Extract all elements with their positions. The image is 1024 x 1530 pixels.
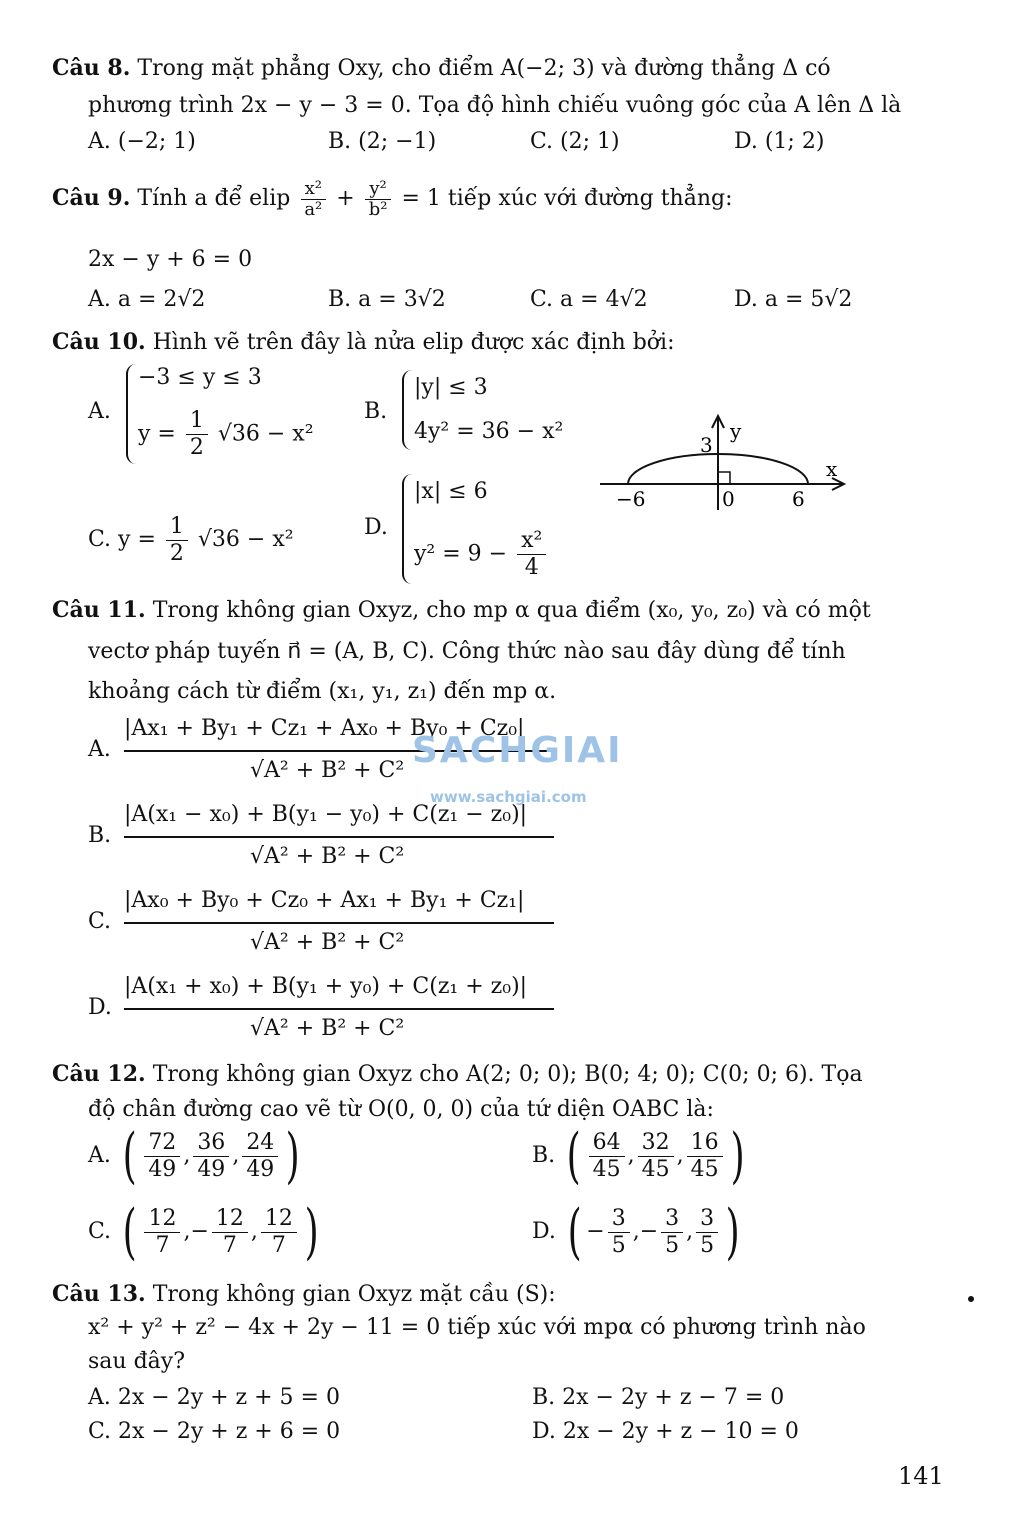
- q11-c-fraction-bar: [124, 922, 554, 924]
- q8-line2: phương trình 2x − y − 3 = 0. Tọa độ hình chiếu vuông góc của A lên Δ là: [88, 93, 902, 118]
- q12-d-n1: 3: [608, 1206, 630, 1233]
- q12-b-tuple: ( $\frac{64}{45}$ , $\frac{32}{45}$ , $\frac{16}{45}$ ): [566, 1121, 745, 1191]
- q12-b-frac-3: [687, 1130, 723, 1183]
- q8-line1: [52, 54, 831, 83]
- q12-c-d2: 7: [222, 1232, 237, 1258]
- q13-line2: x² + y² + z² − 4x + 2y − 11 = 0 tiếp xúc với mpα có phương trình nào: [88, 1315, 866, 1340]
- right-angle-mark: [718, 472, 730, 484]
- q11-d-fraction-bar: [124, 1008, 554, 1010]
- q10-option-b-label: B.: [364, 399, 388, 424]
- q11-b-numerator: |A(x₁ − x₀) + B(y₁ − y₀) + C(z₁ − z₀)|: [124, 802, 528, 827]
- q12-c-d3: 7: [271, 1232, 286, 1258]
- q12-c-tuple: ( $\frac{12}{7}$ , − $\frac{12}{7}$ , $\frac{12}{7}$ ): [122, 1197, 319, 1267]
- q12-c-frac-2: [212, 1206, 248, 1259]
- q10-a-row2: [138, 408, 314, 461]
- q10-b-row2: 4y² = 36 − x²: [414, 419, 564, 444]
- q12-d-frac-1: [608, 1206, 630, 1259]
- q12-d-sign-2: −: [639, 1219, 659, 1244]
- q8-option-a: A. (−2; 1): [88, 129, 196, 154]
- q8-text-line1: Trong mặt phẳng Oxy, cho điểm A(−2; 3) và đường thẳng Δ có: [137, 56, 831, 81]
- q12-a-n2: 36: [193, 1130, 229, 1157]
- x-tick-6: 6: [792, 487, 805, 511]
- q10-option-b-system: [402, 370, 604, 450]
- q9-text-before: Tính a để elip: [137, 186, 291, 211]
- q10-half-ellipse-graph: [596, 410, 856, 514]
- q10-d-row2: [414, 528, 549, 581]
- watermark-url: www.sachgiai.com: [430, 788, 587, 806]
- q9-line2: 2x − y + 6 = 0: [88, 247, 253, 272]
- q11-b-fraction-bar: [124, 836, 554, 838]
- q9-frac2-num: y²: [365, 179, 390, 200]
- q8-option-b: B. (2; −1): [328, 129, 437, 154]
- q12-c-n2: 12: [212, 1206, 248, 1233]
- q12-b-d1: 45: [592, 1156, 621, 1182]
- q11-label: Câu 11.: [52, 597, 146, 623]
- x-tick-neg6: −6: [616, 487, 646, 511]
- q11-d-numerator: |A(x₁ + x₀) + B(y₁ + y₀) + C(z₁ + z₀)|: [124, 974, 528, 999]
- q9-option-a: A. a = 2√2: [88, 287, 206, 312]
- q12-a-frac-1: [144, 1130, 180, 1183]
- q12-option-c: [88, 1197, 323, 1267]
- q10-d-row2-pre: y² = 9 −: [414, 541, 508, 567]
- q12-b-d3: 45: [690, 1156, 719, 1182]
- q10-text: Hình vẽ trên đây là nửa elip được xác định bởi:: [152, 330, 675, 355]
- q11-option-d-label: D.: [88, 995, 112, 1020]
- q11-option-b-label: B.: [88, 823, 112, 848]
- q12-option-d: [532, 1197, 745, 1267]
- q12-d-frac-3: [696, 1206, 718, 1259]
- q13-text-line1: Trong không gian Oxyz mặt cầu (S):: [152, 1282, 556, 1307]
- q10-option-d-system: [402, 474, 624, 584]
- q9-frac1-num: x²: [301, 179, 326, 200]
- q12-a-n1: 72: [144, 1130, 180, 1157]
- q10-d-row1: |x| ≤ 6: [414, 479, 488, 504]
- q12-d-d2: 5: [665, 1232, 680, 1258]
- q9-line1: [52, 168, 733, 229]
- q12-b-n1: 64: [589, 1130, 625, 1157]
- q11-line3: khoảng cách từ điểm (x₁, y₁, z₁) đến mp α.: [88, 679, 557, 704]
- q12-c-d1: 7: [155, 1232, 170, 1258]
- q13-option-a: A. 2x − 2y + z + 5 = 0: [88, 1385, 340, 1410]
- q9-plus: +: [336, 186, 355, 211]
- q10-a-row1: −3 ≤ y ≤ 3: [138, 365, 262, 390]
- q11-text-line1: Trong không gian Oxyz, cho mp α qua điểm (x₀, y₀, z₀) và có một: [152, 598, 871, 623]
- q13-option-c: C. 2x − 2y + z + 6 = 0: [88, 1419, 341, 1444]
- q10-c-frac-den: 2: [169, 540, 184, 566]
- q10-d-frac-num: x²: [517, 528, 546, 555]
- q9-text-after: = 1 tiếp xúc với đường thẳng:: [401, 186, 733, 211]
- q11-option-b-fraction: [124, 802, 554, 882]
- q10-option-a-label: A.: [88, 399, 111, 424]
- x-axis-label: x: [826, 457, 838, 481]
- q12-a-d3: 49: [246, 1156, 275, 1182]
- q10-a-row2-post: √36 − x²: [217, 421, 314, 447]
- q9-frac2-den: b²: [368, 198, 388, 220]
- q8-label: Câu 8.: [52, 55, 131, 81]
- q10-c-post: √36 − x²: [197, 527, 294, 552]
- q12-a-d2: 49: [197, 1156, 226, 1182]
- q11-line2: vectơ pháp tuyến n⃗ = (A, B, C). Công thức nào sau đây dùng để tính: [88, 639, 846, 664]
- q12-a-frac-2: [193, 1130, 229, 1183]
- q10-a-frac-num: 1: [186, 408, 208, 435]
- q11-option-d-fraction: [124, 974, 554, 1054]
- q12-c-frac-1: [144, 1206, 180, 1259]
- q10-option-a-system: [126, 364, 328, 464]
- q12-a-tuple: ( $\frac{72}{49}$ , $\frac{36}{49}$ , $\frac{24}{49}$ ): [122, 1121, 301, 1191]
- q11-option-c-label: C.: [88, 909, 112, 934]
- q13-option-b: B. 2x − 2y + z − 7 = 0: [532, 1385, 785, 1410]
- q8-option-d: D. (1; 2): [734, 129, 825, 154]
- sachgiai-watermark: [412, 730, 623, 806]
- q12-text-line1: Trong không gian Oxyz cho A(2; 0; 0); B(0; 4; 0); C(0; 0; 6). Tọa: [152, 1062, 863, 1087]
- page-number: 141: [898, 1462, 944, 1490]
- q11-a-numerator: |Ax₁ + By₁ + Cz₁ + Ax₀ + By₀ + Cz₀|: [124, 716, 525, 741]
- q10-d-frac-den: 4: [524, 555, 539, 580]
- q12-b-d2: 45: [641, 1156, 670, 1182]
- q12-d-sign-1: −: [586, 1219, 605, 1244]
- q10-label: Câu 10.: [52, 329, 146, 355]
- q12-b-frac-1: [589, 1130, 625, 1183]
- q11-d-denominator: √A² + B² + C²: [250, 1016, 405, 1041]
- q12-d-frac-2: [661, 1206, 683, 1259]
- q12-c-n3: 12: [261, 1206, 297, 1233]
- q12-label: Câu 12.: [52, 1061, 146, 1087]
- q8-option-c: C. (2; 1): [530, 129, 620, 154]
- q12-c-n1: 12: [144, 1206, 180, 1233]
- q13-option-d: D. 2x − 2y + z − 10 = 0: [532, 1419, 799, 1444]
- q11-c-denominator: √A² + B² + C²: [250, 930, 405, 955]
- q10-line1: [52, 328, 675, 357]
- q9-frac1-den: a²: [304, 198, 323, 220]
- q12-a-d1: 49: [148, 1156, 177, 1182]
- q10-option-c: [88, 512, 294, 568]
- q10-option-d-label: D.: [364, 515, 388, 540]
- q12-c-label: C.: [88, 1219, 112, 1244]
- q9-option-b: B. a = 3√2: [328, 287, 446, 312]
- q11-line1: [52, 596, 871, 625]
- q13-line1: [52, 1280, 556, 1309]
- q9-fraction-y: [365, 179, 392, 220]
- q12-d-label: D.: [532, 1219, 556, 1244]
- y-tick-3: 3: [700, 433, 713, 457]
- q10-c-frac-num: 1: [166, 514, 188, 541]
- stray-dot-mark: [968, 1296, 974, 1302]
- q12-d-n3: 3: [696, 1206, 718, 1233]
- q12-d-d1: 5: [611, 1232, 626, 1258]
- q12-c-sign-2: −: [190, 1219, 209, 1244]
- q10-c-label: C.: [88, 527, 112, 552]
- q11-a-denominator: √A² + B² + C²: [250, 758, 405, 783]
- watermark-title: SACHGIAI: [412, 730, 623, 771]
- q13-label: Câu 13.: [52, 1281, 146, 1307]
- q10-a-row2-pre: y =: [138, 421, 176, 447]
- q10-c-pre: y =: [118, 527, 156, 552]
- q12-d-n2: 3: [661, 1206, 683, 1233]
- q10-c-frac: [166, 514, 188, 567]
- q11-b-denominator: √A² + B² + C²: [250, 844, 405, 869]
- q12-b-frac-2: [638, 1130, 674, 1183]
- q12-line1: [52, 1060, 863, 1089]
- q12-b-n2: 32: [638, 1130, 674, 1157]
- q12-a-label: A.: [88, 1143, 111, 1168]
- q12-c-frac-3: [261, 1206, 297, 1259]
- q10-a-frac-den: 2: [189, 435, 204, 460]
- q12-d-d3: 5: [700, 1232, 715, 1258]
- q12-option-b: [532, 1121, 749, 1191]
- q13-line3: sau đây?: [88, 1349, 185, 1374]
- q12-b-n3: 16: [687, 1130, 723, 1157]
- q11-c-numerator: |Ax₀ + By₀ + Cz₀ + Ax₁ + By₁ + Cz₁|: [124, 888, 525, 913]
- q12-line2: độ chân đường cao vẽ từ O(0, 0, 0) của tứ diện OABC là:: [88, 1097, 714, 1122]
- q10-a-frac: [186, 408, 208, 461]
- q12-b-label: B.: [532, 1143, 556, 1168]
- q12-option-a: [88, 1121, 305, 1191]
- q9-option-c: C. a = 4√2: [530, 287, 648, 312]
- q9-fraction-x: [300, 179, 326, 220]
- q12-d-tuple: ( − $\frac{3}{5}$ , − $\frac{3}{5}$ , $\frac{3}{5}$ ): [567, 1197, 740, 1267]
- q11-option-c-fraction: [124, 888, 554, 968]
- q12-a-frac-3: [242, 1130, 278, 1183]
- q11-option-a-label: A.: [88, 737, 111, 762]
- q9-option-d: D. a = 5√2: [734, 287, 853, 312]
- q9-label: Câu 9.: [52, 185, 131, 211]
- x-tick-0: 0: [722, 487, 735, 511]
- q10-b-row1: |y| ≤ 3: [414, 375, 488, 400]
- y-axis-label: y: [730, 419, 742, 443]
- q10-d-frac: [517, 528, 546, 581]
- q12-a-n3: 24: [242, 1130, 278, 1157]
